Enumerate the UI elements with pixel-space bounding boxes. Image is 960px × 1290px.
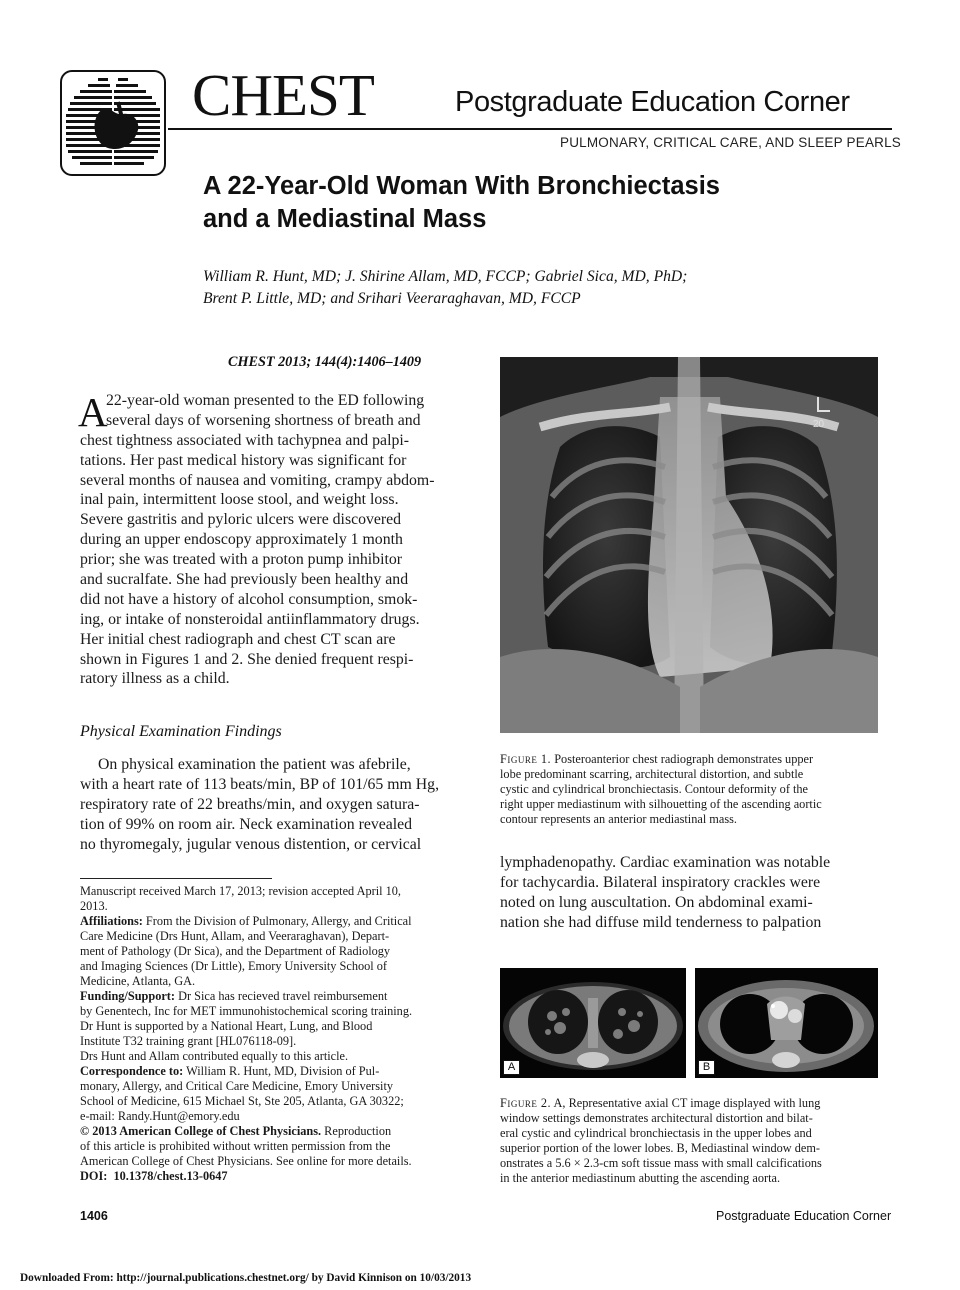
text-line: nation she had diffuse mild tenderness to palpation — [500, 913, 822, 931]
doi-label: DOI: — [80, 1169, 108, 1183]
text-line: On physical examination the patient was afebrile, — [98, 756, 411, 773]
footnote-line: School of Medicine, 615 Michael St, Ste 205, Atlanta, GA 30322; — [80, 1094, 404, 1108]
footnote-line: Medicine, Atlanta, GA. — [80, 974, 196, 988]
footnote-text: William R. Hunt, MD, Division of Pul- — [183, 1064, 380, 1078]
journal-logo — [60, 70, 166, 176]
figure-1-radiograph — [500, 357, 878, 733]
footnote-line — [80, 989, 460, 1004]
text-line: ing, or intake of nonsteroidal antiinflammatory drugs. — [80, 610, 420, 628]
download-notice: Downloaded From: http://journal.publications.chestnet.org/ by David Kinnison on 10/03/2013 — [20, 1272, 472, 1284]
footnote-line: Care Medicine (Drs Hunt, Allam, and Veeraraghavan), Depart- — [80, 929, 390, 943]
footnote-line: Institute T32 training grant [HL076118-09]. — [80, 1034, 297, 1048]
text-line: no thyromegaly, jugular venous distention, or cervical — [80, 835, 422, 853]
footnote-line: American College of Chest Physicians. See online for more details. — [80, 1154, 412, 1168]
footnote-line: monary, Allergy, and Critical Care Medicine, Emory University — [80, 1079, 394, 1093]
radiograph-marker: 20 — [813, 419, 825, 430]
footnote-line: by Genentech, Inc for MET immunohistochemical scoring training. — [80, 1004, 413, 1018]
caption-line: eral cystic and cylindrical bronchiectasis in the upper lobes and — [500, 1126, 812, 1140]
text-line: noted on lung auscultation. On abdominal exami- — [500, 893, 813, 911]
caption-line: in the anterior mediastinum abutting the ascending aorta. — [500, 1171, 781, 1185]
footnote-line: e-mail: Randy.Hunt@emory.edu — [80, 1109, 240, 1123]
footnote-line — [80, 1169, 460, 1184]
caption-line: right upper mediastinum with silhouetting of the ascending aortic — [500, 797, 822, 811]
caption-text: Posteroanterior chest radiograph demonstrates upper — [551, 752, 814, 766]
author-line: Brent P. Little, MD; and Srihari Veeraraghavan, MD, FCCP — [203, 290, 581, 307]
footnote-line: of this article is prohibited without written permission from the — [80, 1139, 391, 1153]
footnote-text: From the Division of Pulmonary, Allergy, and Critical — [142, 914, 412, 928]
caption-line: cystic and cylindrical bronchiectasis. Contour deformity of the — [500, 782, 809, 796]
text-line: prior; she was treated with a proton pump inhibitor — [80, 551, 403, 569]
article-title-line: A 22-Year-Old Woman With Bronchiectasis — [203, 172, 720, 200]
footnote-text: Reproduction — [321, 1124, 392, 1138]
copyright-label: © 2013 American College of Chest Physicians. — [80, 1124, 322, 1138]
text-line: 22-year-old woman presented to the ED following — [106, 392, 425, 409]
figure-2-caption — [500, 1096, 880, 1186]
citation: CHEST 2013; 144(4):1406–1409 — [228, 354, 422, 370]
text-line: chest tightness associated with tachypnea and palpi- — [80, 431, 410, 449]
exam-continued-paragraph — [500, 853, 880, 933]
ct-lung-window-image — [500, 968, 686, 1078]
caption-line — [500, 1096, 880, 1111]
physical-exam-paragraph — [80, 755, 460, 854]
author-line: William R. Hunt, MD; J. Shirine Allam, MD, FCCP; Gabriel Sica, MD, PhD; — [203, 268, 688, 285]
drop-cap: A — [78, 389, 108, 435]
text-line: during an upper endoscopy approximately 1 month — [80, 531, 403, 549]
footnote-line: 2013. — [80, 899, 108, 913]
article-title — [203, 170, 903, 236]
figure-1-caption — [500, 752, 880, 827]
text-line: did not have a history of alcohol consumption, smok- — [80, 590, 418, 608]
figure-label: Figure 2. — [500, 1096, 552, 1110]
text-line: for tachycardia. Bilateral inspiratory crackles were — [500, 873, 821, 891]
figure-2b-ct-mediastinal — [695, 968, 878, 1078]
text-line: respiratory rate of 22 breaths/min, and oxygen satura- — [80, 795, 420, 813]
affiliations-label: Affiliations: — [80, 914, 143, 928]
footnote-line: and Imaging Sciences (Dr Little), Emory University School of — [80, 959, 388, 973]
section-label: PULMONARY, CRITICAL CARE, AND SLEEP PEARLS — [560, 135, 902, 150]
text-line: and sucralfate. She had previously been healthy and — [80, 571, 409, 589]
text-line: ratory illness as a child. — [80, 670, 230, 688]
footer-section-title: Postgraduate Education Corner — [716, 1209, 892, 1223]
text-line: several days of worsening shortness of breath and — [106, 411, 421, 429]
footnote-text: Dr Sica has recieved travel reimbursement — [175, 989, 388, 1003]
footnote-line — [80, 1124, 460, 1139]
footnote-line: Dr Hunt is supported by a National Heart, Lung, and Blood — [80, 1019, 373, 1033]
text-line: lymphadenopathy. Cardiac examination was notable — [500, 854, 831, 871]
caption-line: lobe predominant scarring, architectural distortion, and subtle — [500, 767, 804, 781]
funding-label: Funding/Support: — [80, 989, 176, 1003]
text-line: tion of 99% on room air. Neck examination revealed — [80, 815, 413, 833]
panel-label-a: A — [503, 1060, 520, 1075]
caption-text: A, Representative axial CT image displayed with lung — [551, 1096, 821, 1110]
footnote-line — [80, 1064, 460, 1079]
caption-line: superior portion of the lower lobes. B, Mediastinal window dem- — [500, 1141, 821, 1155]
caption-line: window settings demonstrates architectural distortion and bilat- — [500, 1111, 813, 1125]
text-line: with a heart rate of 113 beats/min, BP of 101/65 mm Hg, — [80, 775, 440, 793]
panel-label-b: B — [698, 1060, 715, 1075]
text-line: tations. Her past medical history was significant for — [80, 451, 407, 469]
caption-line — [500, 752, 880, 767]
footnote-line: Manuscript received March 17, 2013; revision accepted April 10, — [80, 884, 401, 898]
footnotes — [80, 884, 460, 1184]
text-line: several months of nausea and vomiting, crampy abdom- — [80, 471, 435, 489]
caption-line: onstrates a 5.6 × 2.3-cm soft tissue mass with small calcifications — [500, 1156, 822, 1170]
ct-mediastinal-window-image — [695, 968, 878, 1078]
chest-radiograph-image — [500, 357, 878, 733]
footnote-line — [80, 914, 460, 929]
footnote-line: ment of Pathology (Dr Sica), and the Department of Radiology — [80, 944, 391, 958]
intro-paragraph — [80, 391, 460, 689]
chest-lungs-logo-icon — [62, 72, 164, 174]
author-list — [203, 266, 863, 310]
journal-name: CHEST — [192, 62, 374, 128]
text-line: shown in Figures 1 and 2. She denied frequent respi- — [80, 650, 414, 668]
footnote-rule — [80, 878, 272, 879]
doi-link[interactable]: 10.1378/chest.13-0647 — [113, 1169, 228, 1183]
page-number: 1406 — [80, 1209, 108, 1223]
caption-line: contour represents an anterior mediastinal mass. — [500, 812, 737, 826]
text-line: inal pain, intermittent loose stool, and weight loss. — [80, 491, 399, 509]
figure-2a-ct-lung — [500, 968, 686, 1078]
header-rule — [168, 128, 892, 130]
corner-title: Postgraduate Education Corner — [455, 86, 850, 118]
footnote-line: Drs Hunt and Allam contributed equally to this article. — [80, 1049, 349, 1063]
section-heading: Physical Examination Findings — [80, 723, 282, 740]
figure-label: Figure 1. — [500, 752, 552, 766]
correspondence-label: Correspondence to: — [80, 1064, 184, 1078]
text-line: Her initial chest radiograph and chest CT scan are — [80, 630, 396, 648]
article-title-line: and a Mediastinal Mass — [203, 205, 487, 233]
text-line: Severe gastritis and pyloric ulcers were discovered — [80, 511, 402, 529]
